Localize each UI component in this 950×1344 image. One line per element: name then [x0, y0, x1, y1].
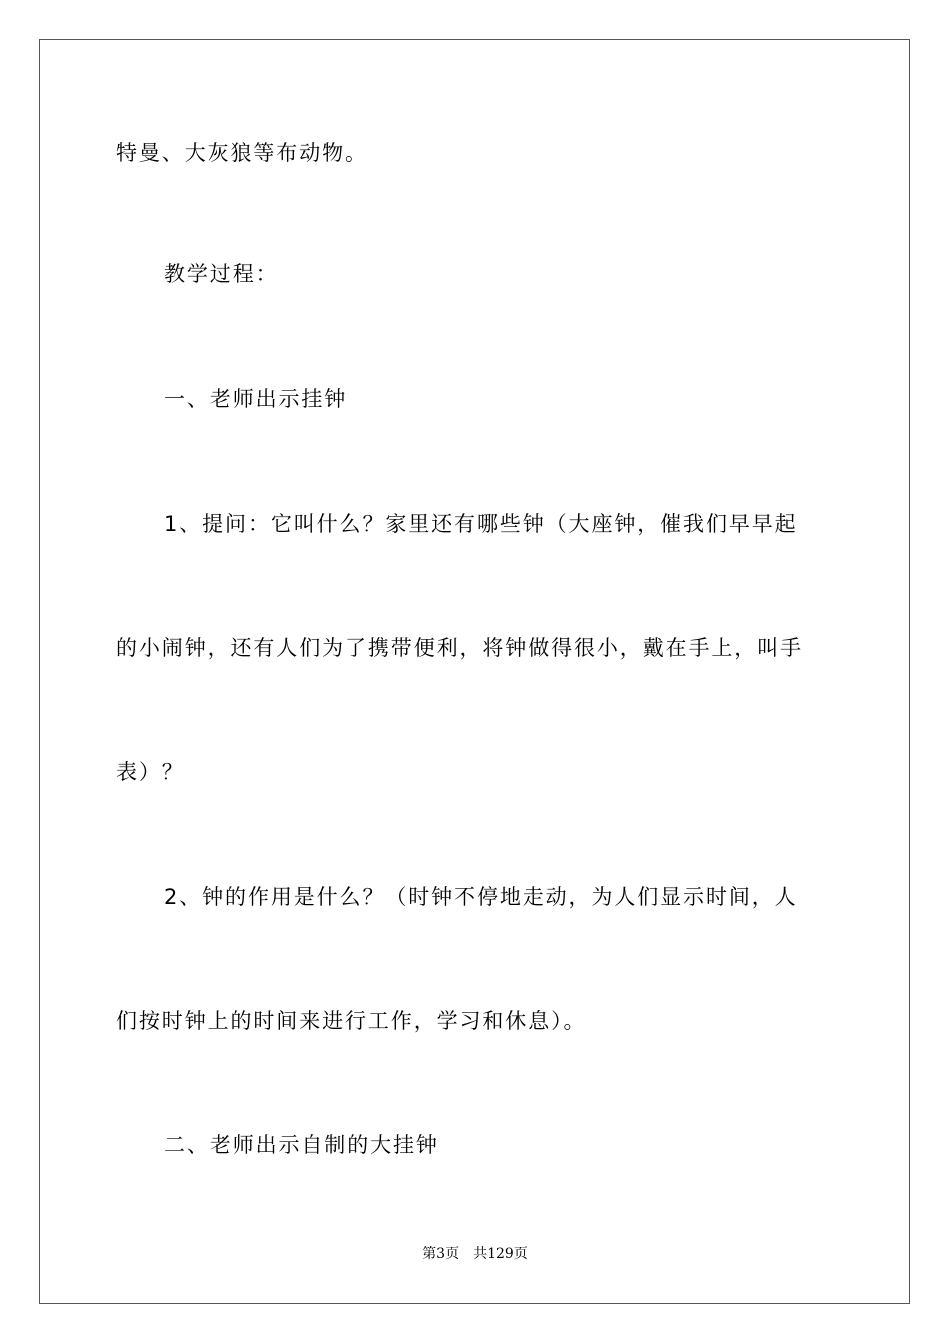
body-text-line: 表）？ — [116, 760, 185, 784]
section-heading-one: 一、老师出示挂钟 — [164, 387, 348, 411]
page-footer — [0, 1244, 950, 1264]
body-text-line: 2、钟的作用是什么？（时钟不停地走动，为人们显示时间，人 — [164, 885, 798, 909]
section-heading-two: 二、老师出示自制的大挂钟 — [164, 1133, 439, 1157]
total-pages: 共129页 — [473, 1246, 528, 1262]
page-border — [39, 39, 910, 1304]
page-number: 第3页 — [422, 1246, 460, 1262]
body-text-line: 们按时钟上的时间来进行工作，学习和休息）。 — [116, 1009, 587, 1033]
body-text-line: 1、提问：它叫什么？家里还有哪些钟（大座钟，催我们早早起 — [164, 512, 798, 536]
body-text-line: 特曼、大灰狼等布动物。 — [116, 141, 368, 165]
section-heading-teaching-process: 教学过程： — [164, 262, 279, 286]
body-text-line: 的小闹钟，还有人们为了携带便利，将钟做得很小，戴在手上，叫手 — [116, 636, 803, 660]
